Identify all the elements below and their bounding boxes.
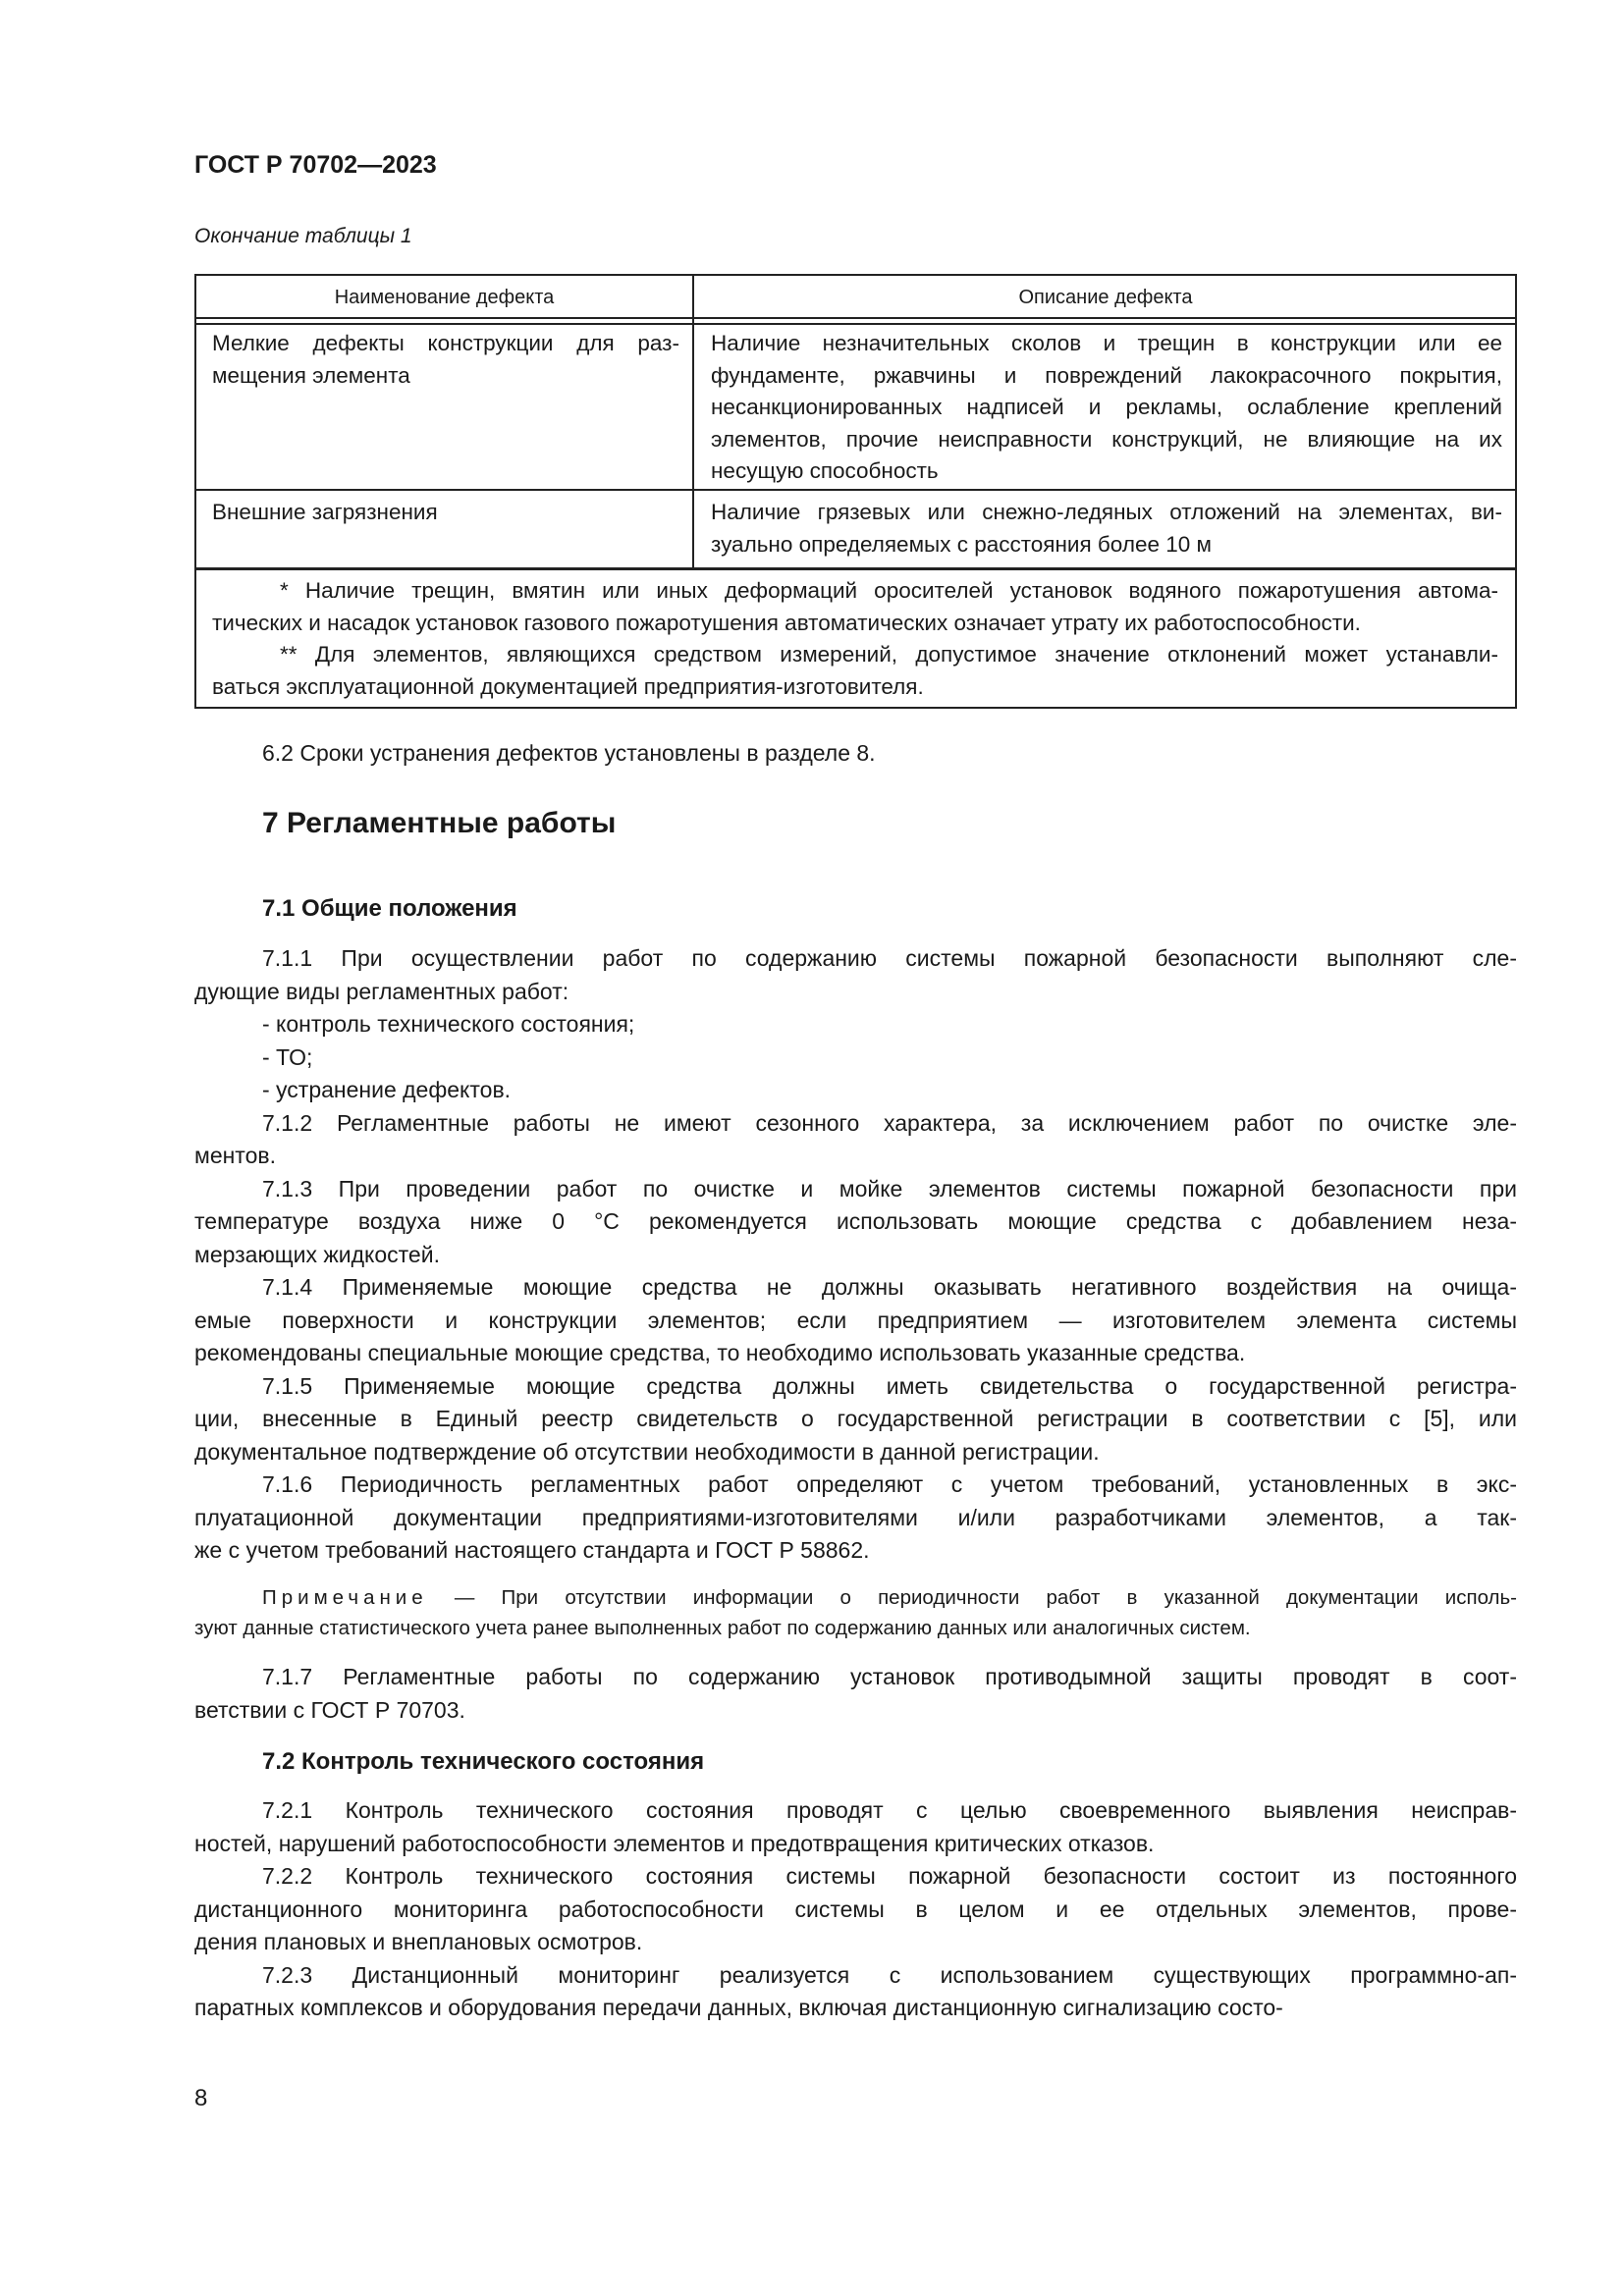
note-text-2: зуют данные статистического учета ранее выполненных работ по содержанию данных или аналогичных систем. bbox=[194, 1617, 1251, 1639]
text-line: ** Для элементов, являющихся средством измерений, допустимое значение отклонений может устанавли- bbox=[280, 642, 1498, 667]
section-7-2-body bbox=[194, 1794, 1517, 2025]
text-line: Наличие грязевых или снежно-ледяных отложений на элементах, ви- bbox=[711, 500, 1502, 524]
paragraph bbox=[194, 1271, 1517, 1370]
text-line: документальное подтверждение об отсутствии необходимости в данной регистрации. bbox=[194, 1438, 1100, 1465]
paragraph bbox=[194, 1370, 1517, 1469]
text-line: несанкционированных надписей и рекламы, ослабление креплений bbox=[711, 395, 1502, 419]
text-line: 7.2.1 Контроль технического состояния проводят с целью своевременного выявления неисправ- bbox=[262, 1797, 1517, 1823]
paragraph bbox=[194, 737, 1517, 771]
paragraph bbox=[194, 942, 1517, 1008]
text-line: - устранение дефектов. bbox=[262, 1077, 512, 1102]
table-footnotes bbox=[212, 575, 1498, 703]
paragraph-7-1-7 bbox=[194, 1661, 1517, 1727]
text-line: мещения элемента bbox=[212, 362, 410, 388]
header-divider bbox=[196, 317, 1515, 319]
section-7-heading: 7 Регламентные работы bbox=[262, 807, 617, 839]
section-7-1-heading: 7.1 Общие положения bbox=[262, 895, 517, 922]
paragraph bbox=[194, 1074, 1517, 1107]
text-line: 7.1.6 Периодичность регламентных работ определяют с учетом требований, установленных в экс- bbox=[262, 1471, 1517, 1497]
text-line: - ТО; bbox=[262, 1043, 313, 1070]
row-2-name bbox=[212, 497, 679, 529]
text-line: мерзающих жидкостей. bbox=[194, 1241, 440, 1267]
paragraph bbox=[194, 1041, 1517, 1075]
row-1-description bbox=[711, 328, 1502, 488]
paragraph bbox=[194, 1468, 1517, 1568]
document-header: ГОСТ Р 70702—2023 bbox=[194, 151, 437, 179]
paragraph bbox=[194, 1661, 1517, 1727]
row-2-description bbox=[711, 497, 1502, 561]
paragraph bbox=[194, 1008, 1517, 1041]
defects-table bbox=[194, 274, 1517, 709]
text-line: температуре воздуха ниже 0 °С рекомендуется использовать моющие средства с добавлением неза- bbox=[194, 1208, 1517, 1234]
text-line: ваться эксплуатационной документацией предприятия-изготовителя. bbox=[212, 673, 924, 699]
row-1-name bbox=[212, 328, 679, 392]
text-line: ветствии с ГОСТ Р 70703. bbox=[194, 1696, 465, 1723]
text-line: Мелкие дефекты конструкции для раз- bbox=[212, 331, 679, 355]
text-line: зуально определяемых с расстояния более 10 м bbox=[711, 531, 1212, 557]
paragraph bbox=[194, 1173, 1517, 1272]
text-line: рекомендованы специальные моющие средства, то необходимо использовать указанные средства. bbox=[194, 1340, 1246, 1365]
text-line: 7.1.2 Регламентные работы не имеют сезонного характера, за исключением работ по очистке эле- bbox=[262, 1109, 1517, 1136]
text-line: паратных комплексов и оборудования передачи данных, включая дистанционную сигнализацию состо- bbox=[194, 1995, 1283, 2020]
text-line: 7.1.5 Применяемые моющие средства должны иметь свидетельства о государственной регистра- bbox=[262, 1372, 1517, 1399]
text-line: несущую способность bbox=[711, 458, 939, 483]
paragraph bbox=[194, 1107, 1517, 1173]
paragraph bbox=[194, 1794, 1517, 1860]
text-line: ции, внесенные в Единый реестр свидетельств о государственной регистрации в соответствии с [5], или bbox=[194, 1406, 1517, 1431]
text-line: 7.2.3 Дистанционный мониторинг реализуется с использованием существующих программно-ап- bbox=[262, 1961, 1517, 1988]
text-line: плуатационной документации предприятиями-изготовителями и/или разработчиками элементов, а так- bbox=[194, 1504, 1517, 1530]
text-line: * Наличие трещин, вмятин или иных деформаций оросителей установок водяного пожаротушения автома- bbox=[280, 578, 1498, 603]
text-line: - контроль технического состояния; bbox=[262, 1011, 635, 1037]
text-line: элементов, прочие неисправности конструкций, не влияющие на их bbox=[711, 426, 1502, 452]
paragraph bbox=[194, 1959, 1517, 2025]
row-divider bbox=[196, 489, 1515, 491]
footnote-2 bbox=[212, 639, 1498, 703]
text-line: ментов. bbox=[194, 1143, 276, 1168]
text-line: 6.2 Сроки устранения дефектов установлены в разделе 8. bbox=[262, 740, 876, 766]
paragraph bbox=[194, 1860, 1517, 1959]
text-line: тических и насадок установок газового пожаротушения автоматических означает утрату их работоспособности. bbox=[212, 610, 1361, 635]
table-caption: Окончание таблицы 1 bbox=[194, 225, 412, 247]
header-divider bbox=[196, 323, 1515, 325]
text-line: ностей, нарушений работоспособности элементов и предотвращения критических отказов. bbox=[194, 1830, 1155, 1856]
text-line: 7.1.4 Применяемые моющие средства не должны оказывать негативного воздействия на очища- bbox=[262, 1274, 1517, 1300]
table-header-description: Описание дефекта bbox=[1018, 287, 1193, 308]
page-number: 8 bbox=[194, 2085, 208, 2111]
note-text-1: — При отсутствии информации о периодичности работ в указанной документации исполь- bbox=[427, 1586, 1517, 1609]
section-7-1-body bbox=[194, 942, 1517, 1568]
paragraph-6-2 bbox=[194, 737, 1517, 771]
text-line: 7.1.1 При осуществлении работ по содержанию системы пожарной безопасности выполняют сле- bbox=[262, 945, 1517, 971]
text-line: же с учетом требований настоящего стандарта и ГОСТ Р 58862. bbox=[194, 1537, 870, 1563]
text-line: фундаменте, ржавчины и повреждений лакокрасочного покрытия, bbox=[711, 362, 1502, 388]
footnote-1 bbox=[212, 575, 1498, 639]
table-header-name: Наименование дефекта bbox=[334, 287, 555, 308]
text-line: Наличие незначительных сколов и трещин в конструкции или ее bbox=[711, 331, 1502, 355]
text-line: емые поверхности и конструкции элементов; если предприятием — изготовителем элемента системы bbox=[194, 1307, 1517, 1333]
text-line: дистанционного мониторинга работоспособности системы в целом и ее отдельных элементов, прове- bbox=[194, 1896, 1517, 1922]
text-line: 7.1.3 При проведении работ по очистке и мойке элементов системы пожарной безопасности при bbox=[262, 1175, 1517, 1201]
note bbox=[194, 1582, 1517, 1643]
text-line: дения плановых и внеплановых осмотров. bbox=[194, 1929, 643, 1954]
text-line: 7.1.7 Регламентные работы по содержанию установок противодымной защиты проводят в соот- bbox=[262, 1664, 1517, 1689]
note-label: Примечание bbox=[262, 1586, 428, 1609]
text-line: 7.2.2 Контроль технического состояния системы пожарной безопасности состоит из постоянного bbox=[262, 1863, 1517, 1889]
text-line: дующие виды регламентных работ: bbox=[194, 978, 569, 1004]
section-7-2-heading: 7.2 Контроль технического состояния bbox=[262, 1748, 705, 1775]
text-line: Внешние загрязнения bbox=[212, 500, 438, 524]
